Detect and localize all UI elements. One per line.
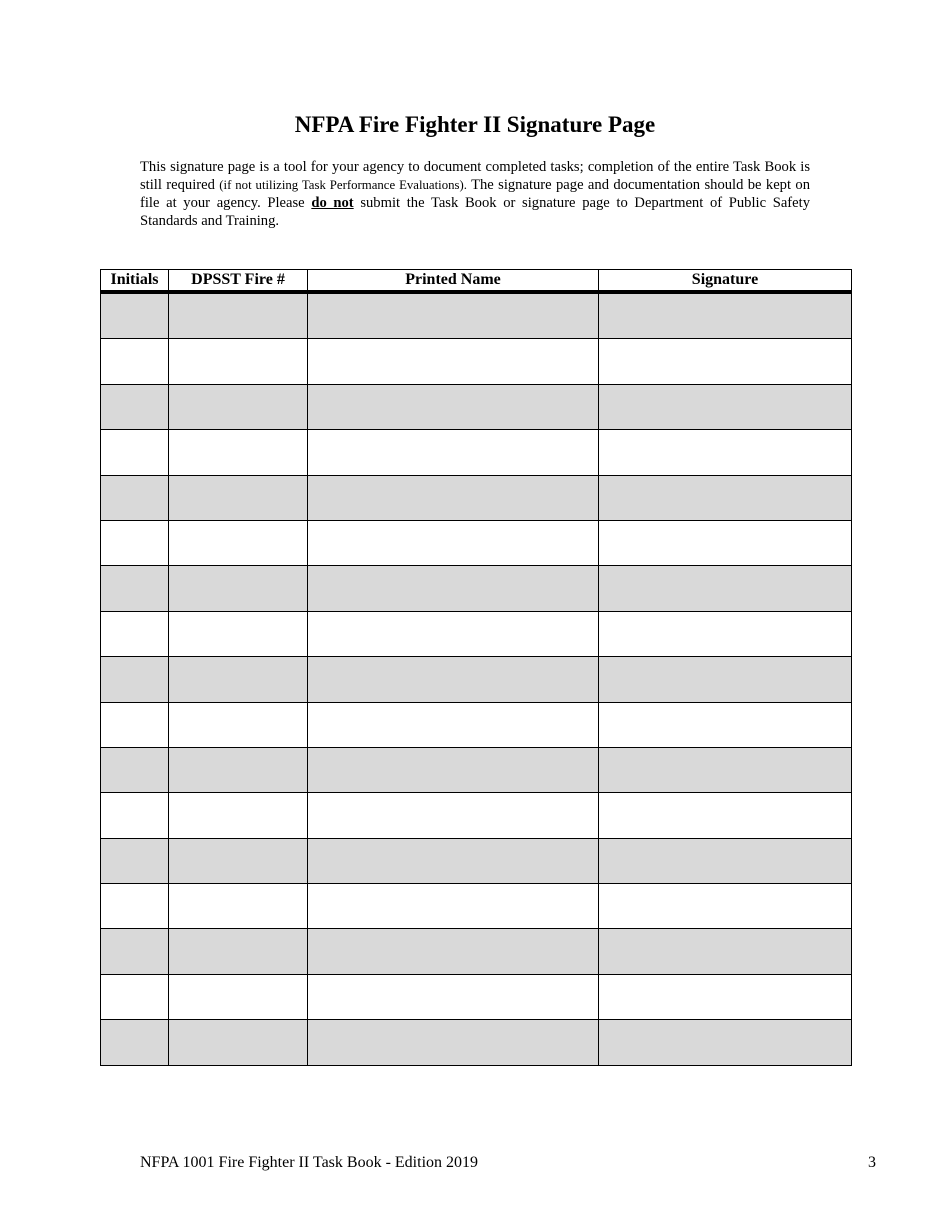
dpsst-fire-number-cell[interactable] [169, 929, 308, 974]
initials-cell[interactable] [101, 475, 169, 520]
header-printed-name: Printed Name [308, 270, 599, 293]
printed-name-cell[interactable] [308, 1020, 599, 1065]
signature-cell[interactable] [599, 566, 852, 611]
instructions-text-1: This signature page is a tool for your agency to document completed tasks; completion of the entire Task Book is still required [140, 159, 810, 193]
table-row [101, 838, 852, 883]
dpsst-fire-number-cell[interactable] [169, 838, 308, 883]
printed-name-cell[interactable] [308, 793, 599, 838]
initials-cell[interactable] [101, 384, 169, 429]
printed-name-cell[interactable] [308, 339, 599, 384]
page-number: 3 [868, 1154, 876, 1171]
initials-cell[interactable] [101, 1020, 169, 1065]
signature-cell[interactable] [599, 884, 852, 929]
instructions-text-2: The signature page and documentation should be kept on file at your agency. Please [140, 177, 810, 211]
signature-cell[interactable] [599, 747, 852, 792]
initials-cell[interactable] [101, 339, 169, 384]
initials-cell[interactable] [101, 430, 169, 475]
instructions-note: (if not utilizing Task Performance Evaluations). [219, 178, 467, 192]
printed-name-cell[interactable] [308, 430, 599, 475]
table-row [101, 929, 852, 974]
dpsst-fire-number-cell[interactable] [169, 793, 308, 838]
initials-cell[interactable] [101, 292, 169, 339]
initials-cell[interactable] [101, 838, 169, 883]
table-row [101, 974, 852, 1019]
table-row [101, 793, 852, 838]
printed-name-cell[interactable] [308, 747, 599, 792]
table-row [101, 566, 852, 611]
initials-cell[interactable] [101, 702, 169, 747]
dpsst-fire-number-cell[interactable] [169, 292, 308, 339]
table-row [101, 430, 852, 475]
header-initials: Initials [101, 270, 169, 293]
signature-cell[interactable] [599, 430, 852, 475]
initials-cell[interactable] [101, 657, 169, 702]
dpsst-fire-number-cell[interactable] [169, 384, 308, 429]
table-row [101, 611, 852, 656]
initials-cell[interactable] [101, 566, 169, 611]
dpsst-fire-number-cell[interactable] [169, 974, 308, 1019]
signature-cell[interactable] [599, 292, 852, 339]
printed-name-cell[interactable] [308, 475, 599, 520]
signature-cell[interactable] [599, 339, 852, 384]
dpsst-fire-number-cell[interactable] [169, 430, 308, 475]
signature-cell[interactable] [599, 657, 852, 702]
printed-name-cell[interactable] [308, 974, 599, 1019]
dpsst-fire-number-cell[interactable] [169, 884, 308, 929]
initials-cell[interactable] [101, 611, 169, 656]
printed-name-cell[interactable] [308, 884, 599, 929]
initials-cell[interactable] [101, 974, 169, 1019]
dpsst-fire-number-cell[interactable] [169, 566, 308, 611]
signature-cell[interactable] [599, 384, 852, 429]
page-title: NFPA Fire Fighter II Signature Page [294, 112, 656, 137]
dpsst-fire-number-cell[interactable] [169, 1020, 308, 1065]
table-row [101, 384, 852, 429]
printed-name-cell[interactable] [308, 520, 599, 565]
initials-cell[interactable] [101, 747, 169, 792]
signature-table [100, 269, 852, 1066]
dpsst-fire-number-cell[interactable] [169, 702, 308, 747]
dpsst-fire-number-cell[interactable] [169, 657, 308, 702]
printed-name-cell[interactable] [308, 611, 599, 656]
signature-cell[interactable] [599, 1020, 852, 1065]
dpsst-fire-number-cell[interactable] [169, 520, 308, 565]
dpsst-fire-number-cell[interactable] [169, 475, 308, 520]
signature-cell[interactable] [599, 702, 852, 747]
printed-name-cell[interactable] [308, 929, 599, 974]
table-row [101, 884, 852, 929]
signature-cell[interactable] [599, 838, 852, 883]
initials-cell[interactable] [101, 793, 169, 838]
signature-cell[interactable] [599, 974, 852, 1019]
signature-cell[interactable] [599, 929, 852, 974]
table-row [101, 339, 852, 384]
table-row [101, 520, 852, 565]
signature-rows [101, 292, 852, 1065]
dpsst-fire-number-cell[interactable] [169, 339, 308, 384]
printed-name-cell[interactable] [308, 566, 599, 611]
instructions-emphasis: do not [311, 195, 354, 211]
dpsst-fire-number-cell[interactable] [169, 747, 308, 792]
printed-name-cell[interactable] [308, 292, 599, 339]
initials-cell[interactable] [101, 520, 169, 565]
printed-name-cell[interactable] [308, 657, 599, 702]
table-row [101, 475, 852, 520]
table-row [101, 702, 852, 747]
initials-cell[interactable] [101, 884, 169, 929]
initials-cell[interactable] [101, 929, 169, 974]
printed-name-cell[interactable] [308, 702, 599, 747]
header-signature: Signature [599, 270, 852, 293]
header-dpsst-fire-number: DPSST Fire # [169, 270, 308, 293]
signature-cell[interactable] [599, 475, 852, 520]
table-row [101, 657, 852, 702]
table-row [101, 292, 852, 339]
table-row [101, 747, 852, 792]
printed-name-cell[interactable] [308, 838, 599, 883]
instructions-paragraph [140, 158, 810, 230]
dpsst-fire-number-cell[interactable] [169, 611, 308, 656]
signature-cell[interactable] [599, 611, 852, 656]
printed-name-cell[interactable] [308, 384, 599, 429]
signature-cell[interactable] [599, 793, 852, 838]
table-row [101, 1020, 852, 1065]
footer-document-name: NFPA 1001 Fire Fighter II Task Book - Edition 2019 [140, 1154, 479, 1171]
signature-cell[interactable] [599, 520, 852, 565]
instructions-text-3: submit the Task Book or signature page to Department of Public Safety Standards and Training. [140, 195, 810, 229]
header-row [101, 270, 852, 293]
